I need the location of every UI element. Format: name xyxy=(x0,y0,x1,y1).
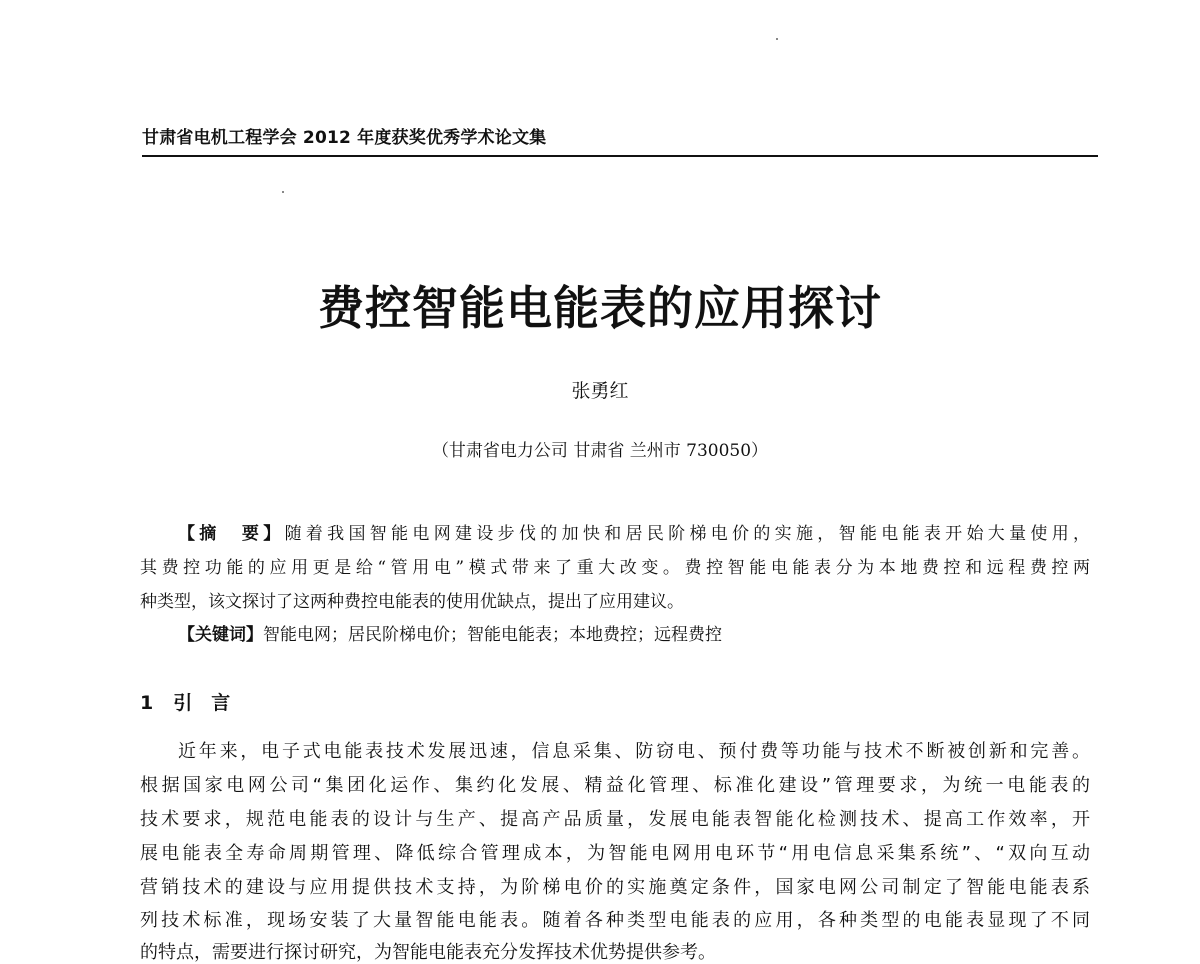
body-line: 列技术标准，现场安装了大量智能电能表。随着各种类型电能表的应用，各种类型的电能表显现了不同 xyxy=(140,910,1090,931)
paper-title: 费控智能电能表的应用探讨 xyxy=(318,281,882,335)
keywords-label: 【关键词】 xyxy=(178,625,263,645)
keywords-line xyxy=(178,620,722,645)
body-line: 营销技术的建设与应用提供技术支持，为阶梯电价的实施奠定条件，国家电网公司制定了智能电能表系 xyxy=(140,877,1090,898)
author-name: 张勇红 xyxy=(571,380,629,402)
abstract-label: 【摘 要】 xyxy=(178,524,285,544)
body-line: 根据国家电网公司“集团化运作、集约化发展、精益化管理、标准化建设”管理要求，为统一电能表的 xyxy=(140,775,1090,796)
section-title: 引 言 xyxy=(173,692,231,714)
body-line: 技术要求，规范电能表的设计与生产、提高产品质量，发展电能表智能化检测技术、提高工作效率，开 xyxy=(140,809,1090,830)
scan-speck xyxy=(282,191,284,193)
abstract-line-2: 其费控功能的应用更是给“管用电”模式带来了重大改变。费控智能电能表分为本地费控和远程费控两 xyxy=(140,558,1090,578)
body-line: 的特点，需要进行探讨研究，为智能电能表充分发挥技术优势提供参考。 xyxy=(140,942,716,963)
section-number: 1 xyxy=(140,692,154,714)
abstract-text: 随着我国智能电网建设步伐的加快和居民阶梯电价的实施，智能电能表开始大量使用， xyxy=(284,524,1091,544)
author-affiliation: （甘肃省电力公司 甘肃省 兰州市 730050） xyxy=(431,441,769,461)
abstract-line-3: 种类型，该文探讨了这两种费控电能表的使用优缺点，提出了应用建议。 xyxy=(140,592,684,612)
header-rule xyxy=(142,155,1098,157)
abstract-line-1 xyxy=(178,519,1090,544)
running-header: 甘肃省电机工程学会 2012 年度获奖优秀学术论文集 xyxy=(142,128,547,148)
scan-speck xyxy=(776,38,778,40)
keywords-text: 智能电网；居民阶梯电价；智能电能表；本地费控；远程费控 xyxy=(263,625,722,645)
section-heading xyxy=(140,688,230,715)
body-line: 近年来，电子式电能表技术发展迅速，信息采集、防窃电、预付费等功能与技术不断被创新和完善。 xyxy=(178,741,1090,762)
body-line: 展电能表全寿命周期管理、降低综合管理成本，为智能电网用电环节“用电信息采集系统”、“双向互动 xyxy=(140,843,1090,864)
